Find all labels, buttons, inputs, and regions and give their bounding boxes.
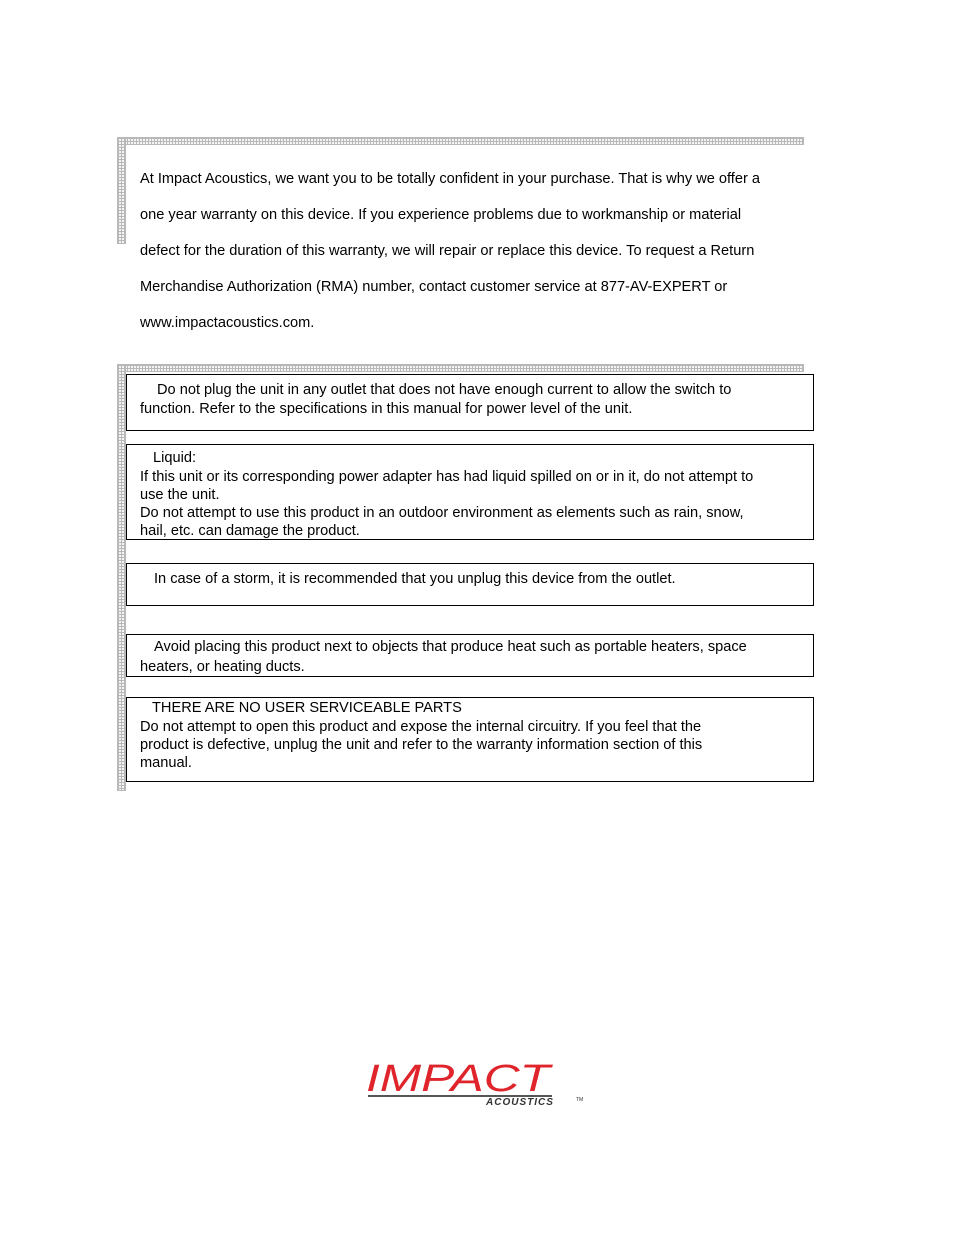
service-warning-heading: THERE ARE NO USER SERVICEABLE PARTS: [152, 700, 462, 716]
service-warning-line: product is defective, unplug the unit and refer to the warranty information section of this: [140, 737, 703, 753]
safety-side-bar: [117, 364, 126, 791]
storm-warning-box: [126, 563, 814, 606]
service-warning-line: Do not attempt to open this product and expose the internal circuitry. If you feel that the: [140, 719, 702, 735]
service-warning-line: manual.: [140, 755, 192, 771]
power-warning-box: [126, 374, 814, 431]
warranty-header-bar: [117, 137, 804, 145]
liquid-warning-line: If this unit or its corresponding power adapter has had liquid spilled on or in it, do not attempt to: [140, 469, 754, 485]
power-warning-line: Do not plug the unit in any outlet that does not have enough current to allow the switch to: [157, 382, 732, 398]
warranty-line: Merchandise Authorization (RMA) number, contact customer service at 877-AV-EXPERT or: [140, 279, 728, 295]
warranty-side-bar: [117, 137, 126, 244]
heat-warning-box: [126, 634, 814, 677]
logo-graphic: [366, 1060, 588, 1110]
logo-brand-text: IMPACT: [366, 1060, 554, 1100]
safety-header-bar: [117, 364, 804, 372]
storm-warning-text: In case of a storm, it is recommended that you unplug this device from the outlet.: [154, 571, 676, 587]
warranty-line: www.impactacoustics.com.: [140, 315, 315, 331]
impact-acoustics-logo: [366, 1060, 588, 1110]
warranty-line: At Impact Acoustics, we want you to be totally confident in your purchase. That is why we offer a: [140, 171, 761, 187]
logo-sub-text: ACOUSTICS: [486, 1097, 554, 1108]
warranty-line: defect for the duration of this warranty, we will repair or replace this device. To request a Return: [140, 243, 755, 259]
liquid-warning-heading: Liquid:: [153, 450, 197, 466]
logo-trademark: TM: [576, 1097, 584, 1103]
service-warning-box: [126, 697, 814, 782]
heat-warning-line: Avoid placing this product next to objects that produce heat such as portable heaters, space: [154, 639, 747, 655]
liquid-warning-line: hail, etc. can damage the product.: [140, 523, 360, 539]
liquid-warning-line: use the unit.: [140, 487, 220, 503]
warranty-text: [140, 152, 760, 350]
liquid-warning-box: [126, 444, 814, 540]
heat-warning-line: heaters, or heating ducts.: [140, 659, 305, 675]
power-warning-line: function. Refer to the specifications in this manual for power level of the unit.: [140, 401, 633, 417]
liquid-warning-line: Do not attempt to use this product in an outdoor environment as elements such as rain, snow,: [140, 505, 744, 521]
warranty-line: one year warranty on this device. If you experience problems due to workmanship or material: [140, 207, 742, 223]
